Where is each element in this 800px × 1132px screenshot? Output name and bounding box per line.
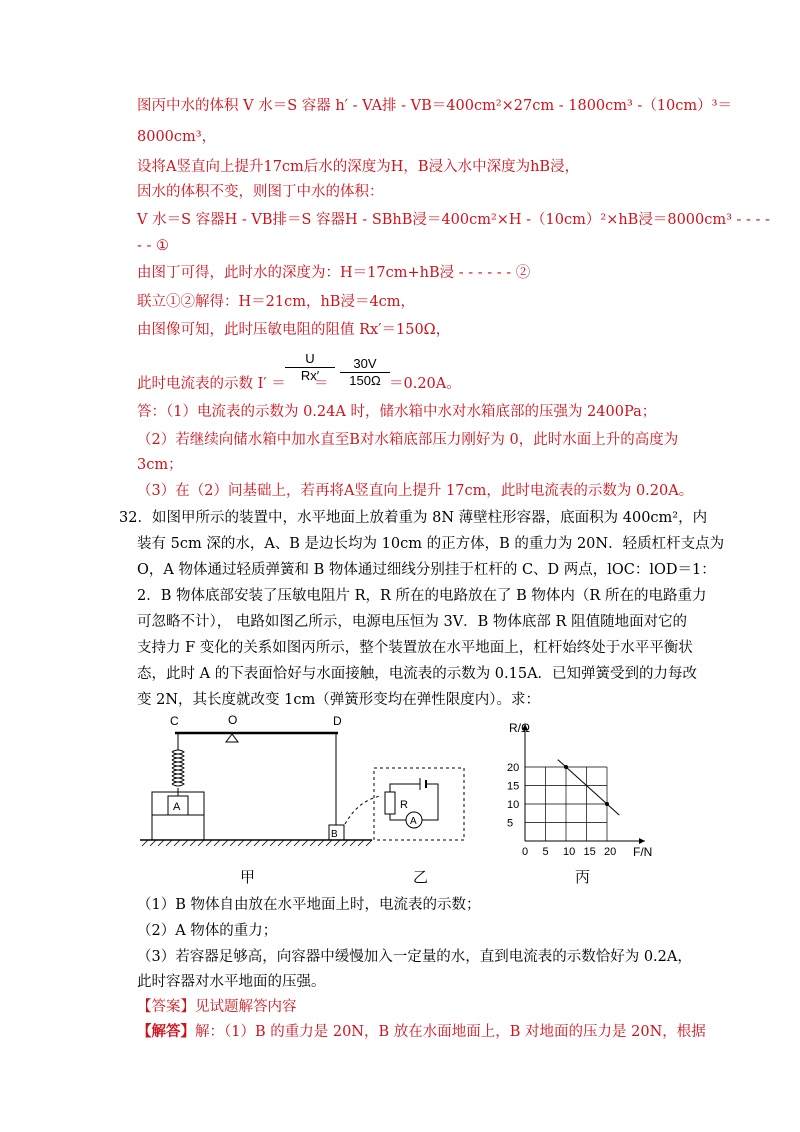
x-axis-label: F/N bbox=[633, 845, 653, 859]
answer-line-2: （2）若继续向储水箱中加水直至B对水箱底部压力刚好为 0，此时水面上升的高度为 bbox=[137, 432, 679, 448]
sub-question-1: （1）B 物体自由放在水平地面上时，电流表的示数； bbox=[137, 897, 481, 913]
question-line-7: 态，此时 A 的下表面恰好与水面接触，电流表的示数为 0.15A．已知弹簧受到的力每改 bbox=[137, 666, 698, 682]
caption-jia: 甲 bbox=[240, 868, 256, 886]
sub-question-2: （2）A 物体的重力； bbox=[137, 923, 278, 939]
label-ammeter: A bbox=[410, 816, 417, 827]
answer-line-1: 答：（1）电流表的示数为 0.24A 时，储水箱中水对水箱底部的压强为 2400Pa； bbox=[137, 404, 657, 420]
chart-bing bbox=[495, 716, 665, 861]
question-line-1: 如图甲所示的装置中，水平地面上放着重为 8N 薄壁柱形容器，底面积为 400cm²，内 bbox=[152, 510, 708, 526]
question-line-8: 变 2N，其长度就改变 1cm（弹簧形变均在弹性限度内）。求： bbox=[137, 692, 540, 708]
x-tick-label: 10 bbox=[563, 846, 576, 858]
label-r: R bbox=[400, 799, 408, 811]
caption-bing: 丙 bbox=[575, 868, 591, 886]
solution-line-7: 由图丁可得，此时水的深度为：H＝17cm+hB浸 ‑ ‑ ‑ ‑ ‑ ‑ ② bbox=[137, 265, 531, 281]
x-tick-label: 5 bbox=[542, 846, 549, 858]
fraction-1-numerator: U bbox=[305, 351, 315, 366]
spring-icon bbox=[172, 750, 184, 786]
sub-question-3: （3）若容器足够高，向容器中缓慢加入一定量的水，直到电流表的示数恰好为 0.2A， bbox=[137, 949, 692, 965]
sub-question-3-cont: 此时容器对水平地面的压强。 bbox=[137, 974, 326, 990]
question-line-3: O，A 物体通过轻质弹簧和 B 物体通过细线分别挂于杠杆的 C、D 两点，lOC：lOD＝1： bbox=[137, 562, 716, 578]
label-o: O bbox=[228, 713, 238, 727]
y-tick-label: 5 bbox=[507, 817, 514, 830]
fraction-2 bbox=[340, 356, 390, 388]
fraction-1-denominator: Rx′ bbox=[285, 367, 335, 383]
data-point bbox=[605, 802, 609, 806]
solution-line-9: 由图像可知，此时压敏电阻的阻值 Rx′＝150Ω， bbox=[137, 322, 451, 338]
question-line-4: 2．B 物体底部安装了压敏电阻片 R，R 所在的电路放在了 B 物体内（R 所在的电路重力 bbox=[137, 588, 707, 604]
solution-line-8: 联立①②解得：H＝21cm，hB浸＝4cm， bbox=[137, 294, 416, 310]
x-tick-label: 15 bbox=[583, 846, 596, 858]
question-line-5: 可忽略不计）， 电路如图乙所示，电源电压恒为 3V．B 物体底部 R 阻值随地面对它的 bbox=[137, 614, 688, 630]
x-tick-label: 0 bbox=[522, 846, 529, 858]
label-a: A bbox=[173, 801, 181, 813]
x-tick-label: 20 bbox=[604, 846, 617, 858]
current-line-suffix: ＝0.20A。 bbox=[389, 376, 461, 392]
analysis-tag: 【解答】 bbox=[137, 1023, 195, 1040]
chart-grid bbox=[525, 767, 607, 841]
solution-line-1: 图丙中水的体积 V 水＝S 容器 h′ ‑ VA排 ‑ VB＝400cm²×27cm ‑ 1800cm³ ‑（10cm）³＝ bbox=[137, 98, 732, 114]
label-d: D bbox=[333, 714, 342, 728]
answer-tag: 【答案】见试题解答内容 bbox=[137, 999, 297, 1015]
figure-yi bbox=[370, 764, 470, 844]
solution-line-5: V 水＝S 容器H ‑ VB排＝S 容器H ‑ SBhB浸＝400cm²×H ‑（10cm）²×hB浸＝8000cm³ ‑ ‑ ‑ ‑ bbox=[137, 212, 770, 228]
analysis-text: 解：（1）B 的重力是 20N，B 放在水面地面上，B 对地面的压力是 20N，根据 bbox=[195, 1024, 706, 1040]
y-tick-label: 15 bbox=[507, 780, 520, 793]
question-line-6: 支持力 F 变化的关系如图丙所示，整个装置放在水平地面上，杠杆始终处于水平平衡状 bbox=[137, 640, 693, 656]
x-axis-arrow-icon bbox=[639, 838, 645, 844]
current-line-prefix: 此时电流表的示数 I′ ＝ bbox=[137, 376, 286, 392]
y-tick-label: 10 bbox=[507, 799, 520, 811]
solution-line-2: 8000cm³， bbox=[137, 129, 217, 145]
answer-line-3: 3cm； bbox=[137, 457, 183, 473]
caption-yi: 乙 bbox=[413, 868, 429, 886]
analysis-line bbox=[137, 1022, 706, 1042]
current-line-eq: ＝ bbox=[314, 376, 329, 392]
resistor-r bbox=[385, 792, 395, 814]
y-axis-label: R/Ω bbox=[509, 721, 530, 735]
fraction-2-numerator: 30V bbox=[353, 356, 377, 371]
figure-jia bbox=[140, 712, 380, 862]
solution-line-3: 设将A竖直向上提升17cm后水的深度为H，B浸入水中深度为hB浸， bbox=[137, 159, 580, 175]
fulcrum-icon bbox=[226, 734, 238, 742]
ground-hatch bbox=[142, 840, 372, 846]
solution-line-6: ‑ ‑ ① bbox=[137, 238, 170, 254]
label-b: B bbox=[331, 829, 338, 840]
y-tick-label: 20 bbox=[507, 762, 520, 774]
container bbox=[152, 792, 204, 840]
solution-line-4: 因水的体积不变，则图丁中水的体积： bbox=[137, 184, 384, 200]
question-line-2: 装有 5cm 深的水，A、B 是边长均为 10cm 的正方体，B 的重力为 20N．轻质杠杆支点为 bbox=[137, 536, 725, 552]
data-point bbox=[564, 765, 568, 769]
fraction-2-denominator: 150Ω bbox=[340, 372, 390, 388]
question-number: 32． bbox=[119, 510, 152, 526]
answer-line-4: （3）在（2）问基础上，若再将A竖直向上提升 17cm，此时电流表的示数为 0.20A。 bbox=[137, 483, 694, 499]
label-c: C bbox=[170, 714, 179, 728]
